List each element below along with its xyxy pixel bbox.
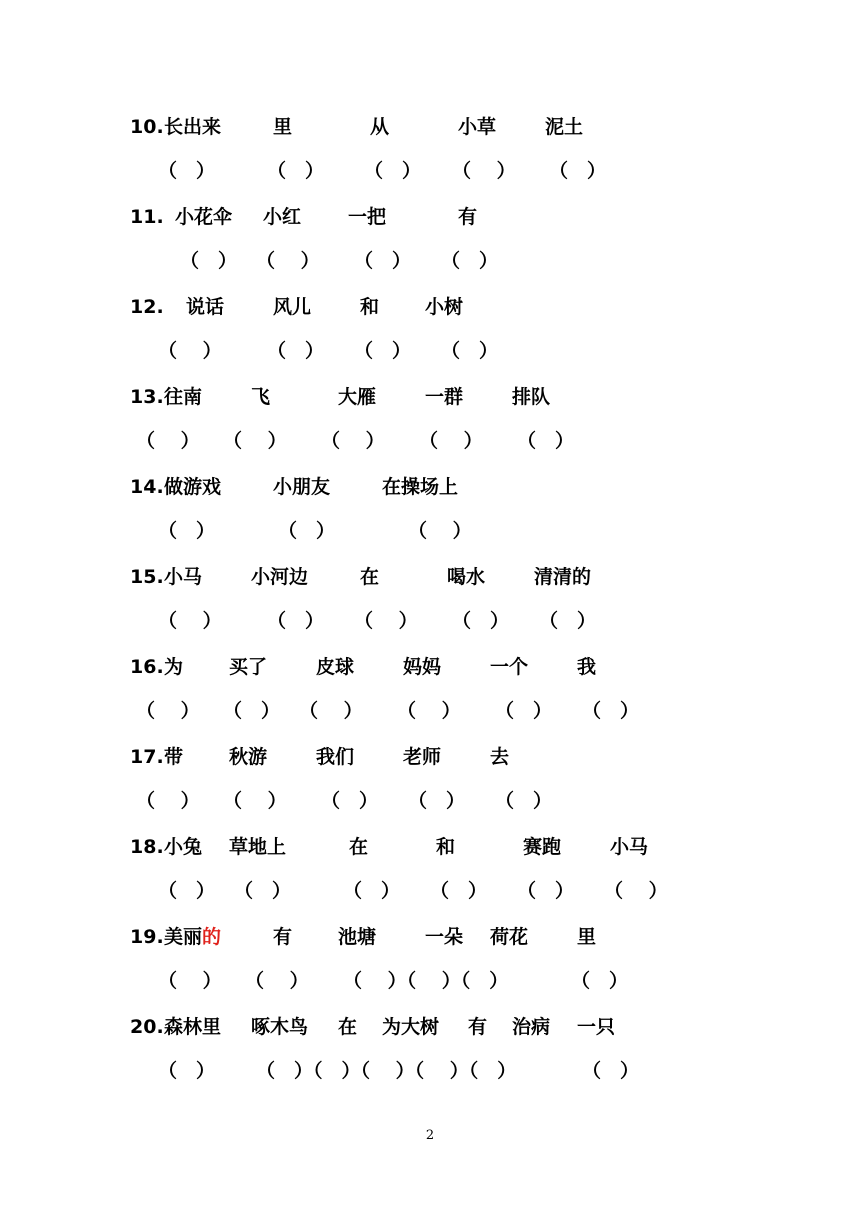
exercise-16-blanks xyxy=(0,696,860,726)
word: 泥土 xyxy=(545,116,584,138)
word: 啄木鸟 xyxy=(251,1016,309,1038)
exercise-18-words xyxy=(0,832,860,862)
exercise-20-blanks xyxy=(0,1056,860,1086)
word: 有 xyxy=(458,206,478,228)
word: 小朋友 xyxy=(273,476,331,498)
word: 在 xyxy=(338,1016,358,1038)
exercise-number: 11. xyxy=(130,206,164,228)
word: 赛跑 xyxy=(523,836,562,858)
exercise-15-blanks xyxy=(0,606,860,636)
answer-blank: （ ） xyxy=(441,340,499,362)
word: 小兔 xyxy=(164,836,203,858)
word: 老师 xyxy=(403,746,442,768)
exercise-19-words xyxy=(0,922,860,952)
word: 森林里 xyxy=(164,1016,222,1038)
exercise-13-blanks xyxy=(0,426,860,456)
highlighted-character: 的 xyxy=(202,926,222,948)
answer-blank: （ ） xyxy=(136,430,200,452)
word: 皮球 xyxy=(316,656,355,678)
word: 小红 xyxy=(263,206,302,228)
answer-blank: （ ） xyxy=(354,610,418,632)
word: 草地上 xyxy=(229,836,287,858)
word: 和 xyxy=(436,836,456,858)
word: 去 xyxy=(490,746,510,768)
exercise-number: 16. xyxy=(130,656,164,678)
answer-blank: （ ） xyxy=(354,250,412,272)
word: 一朵 xyxy=(425,926,464,948)
answer-blank: （ ） xyxy=(343,880,401,902)
answer-blank: （ ） xyxy=(158,1060,216,1082)
exercise-number: 13. xyxy=(130,386,164,408)
exercise-number: 17. xyxy=(130,746,164,768)
word: 有 xyxy=(468,1016,488,1038)
answer-blank: （ ） xyxy=(397,700,461,722)
answer-blank: （ ） xyxy=(267,160,325,182)
answer-blank: （ ） xyxy=(582,700,640,722)
word: 从 xyxy=(370,116,390,138)
exercise-11-blanks xyxy=(0,246,860,276)
word: 为 xyxy=(164,656,184,678)
word: 治病 xyxy=(512,1016,551,1038)
answer-blank: （ ） xyxy=(158,970,222,992)
exercise-number: 20. xyxy=(130,1016,164,1038)
word: 说话 xyxy=(186,296,225,318)
answer-blank: （ ） xyxy=(299,700,363,722)
answer-blank: （ ） xyxy=(321,430,385,452)
word: 喝水 xyxy=(447,566,486,588)
answer-blank: （ ） xyxy=(408,790,466,812)
word: 往南 xyxy=(164,386,203,408)
answer-blank: （ ） xyxy=(604,880,668,902)
answer-blank: （ ） xyxy=(495,790,553,812)
answer-blank: （ ） xyxy=(158,160,216,182)
word: 买了 xyxy=(229,656,268,678)
answer-blank-group: （ ）（ ）（ ）（ ）（ ） xyxy=(256,1060,517,1082)
answer-blank: （ ） xyxy=(441,250,499,272)
answer-blank: （ ） xyxy=(158,880,216,902)
answer-blank: （ ） xyxy=(354,340,412,362)
word: 小马 xyxy=(610,836,649,858)
answer-blank: （ ） xyxy=(408,520,472,542)
page-number: 2 xyxy=(425,1128,435,1143)
answer-blank: （ ） xyxy=(256,250,320,272)
word-with-highlight xyxy=(164,922,221,952)
answer-blank: （ ） xyxy=(158,520,216,542)
word: 我们 xyxy=(316,746,355,768)
word: 做游戏 xyxy=(164,476,222,498)
exercise-10-blanks xyxy=(0,156,860,186)
word: 里 xyxy=(273,116,293,138)
word: 池塘 xyxy=(338,926,377,948)
word: 带 xyxy=(164,746,184,768)
word: 小河边 xyxy=(251,566,309,588)
word: 美丽 xyxy=(164,926,203,948)
exercise-number: 12. xyxy=(130,296,164,318)
word: 一群 xyxy=(425,386,464,408)
answer-blank: （ ） xyxy=(267,340,325,362)
exercise-10-words xyxy=(0,112,860,142)
word: 在 xyxy=(360,566,380,588)
answer-blank: （ ） xyxy=(245,970,309,992)
answer-blank: （ ） xyxy=(136,700,200,722)
answer-blank: （ ） xyxy=(452,160,516,182)
word: 一把 xyxy=(348,206,387,228)
exercise-number: 15. xyxy=(130,566,164,588)
answer-blank: （ ） xyxy=(582,1060,640,1082)
answer-blank: （ ） xyxy=(278,520,336,542)
answer-blank: （ ） xyxy=(495,700,553,722)
exercise-14-words xyxy=(0,472,860,502)
answer-blank-group: （ ）（ ）（ ） xyxy=(343,970,509,992)
word: 长出来 xyxy=(164,116,222,138)
word: 我 xyxy=(577,656,597,678)
exercise-number: 14. xyxy=(130,476,164,498)
exercise-13-words xyxy=(0,382,860,412)
word: 里 xyxy=(577,926,597,948)
answer-blank: （ ） xyxy=(571,970,629,992)
exercise-number: 19. xyxy=(130,926,164,948)
answer-blank: （ ） xyxy=(364,160,422,182)
exercise-number: 18. xyxy=(130,836,164,858)
answer-blank: （ ） xyxy=(267,610,325,632)
exercise-18-blanks xyxy=(0,876,860,906)
word: 一个 xyxy=(490,656,529,678)
word: 小树 xyxy=(425,296,464,318)
word: 风儿 xyxy=(273,296,312,318)
word: 小马 xyxy=(164,566,203,588)
word: 有 xyxy=(273,926,293,948)
answer-blank: （ ） xyxy=(223,700,281,722)
word: 荷花 xyxy=(490,926,529,948)
word: 在 xyxy=(349,836,369,858)
word: 秋游 xyxy=(229,746,268,768)
exercise-16-words xyxy=(0,652,860,682)
answer-blank: （ ） xyxy=(158,610,222,632)
answer-blank: （ ） xyxy=(430,880,488,902)
word: 清清的 xyxy=(534,566,592,588)
answer-blank: （ ） xyxy=(223,430,287,452)
exercise-12-words xyxy=(0,292,860,322)
word: 飞 xyxy=(251,386,271,408)
word: 和 xyxy=(360,296,380,318)
word: 大雁 xyxy=(338,386,377,408)
word: 排队 xyxy=(512,386,551,408)
exercise-17-words xyxy=(0,742,860,772)
answer-blank: （ ） xyxy=(223,790,287,812)
answer-blank: （ ） xyxy=(158,340,222,362)
word: 在操场上 xyxy=(382,476,459,498)
word: 小花伞 xyxy=(175,206,233,228)
exercise-12-blanks xyxy=(0,336,860,366)
exercise-19-blanks xyxy=(0,966,860,996)
exercise-14-blanks xyxy=(0,516,860,546)
exercise-20-words xyxy=(0,1012,860,1042)
answer-blank: （ ） xyxy=(234,880,292,902)
exercise-number: 10. xyxy=(130,116,164,138)
word: 为大树 xyxy=(382,1016,440,1038)
answer-blank: （ ） xyxy=(517,880,575,902)
word: 妈妈 xyxy=(403,656,442,678)
answer-blank: （ ） xyxy=(136,790,200,812)
answer-blank: （ ） xyxy=(321,790,379,812)
answer-blank: （ ） xyxy=(452,610,510,632)
exercise-11-words xyxy=(0,202,860,232)
exercise-17-blanks xyxy=(0,786,860,816)
exercise-15-words xyxy=(0,562,860,592)
answer-blank: （ ） xyxy=(539,610,597,632)
answer-blank: （ ） xyxy=(517,430,575,452)
word: 小草 xyxy=(458,116,497,138)
answer-blank: （ ） xyxy=(549,160,607,182)
answer-blank: （ ） xyxy=(419,430,483,452)
answer-blank: （ ） xyxy=(180,250,238,272)
word: 一只 xyxy=(577,1016,616,1038)
